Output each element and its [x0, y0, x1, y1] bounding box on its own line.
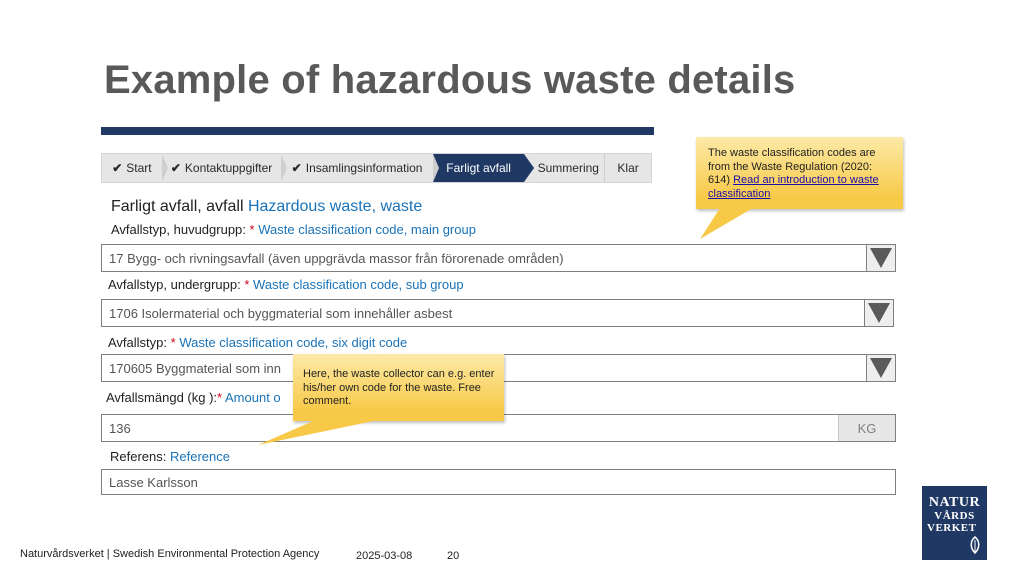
label-english: Reference	[170, 449, 230, 464]
checkmark-icon: ✔	[112, 161, 123, 175]
heading-english: Hazardous waste, waste	[247, 198, 423, 215]
label-swedish: Avfallstyp, undergrupp:	[108, 277, 241, 292]
footer-organization: Naturvårdsverket | Swedish Environmental Protection Agency	[20, 548, 320, 560]
dropdown-toggle[interactable]	[864, 300, 893, 326]
step-insamlingsinformation[interactable]	[281, 154, 432, 182]
progress-stepper	[101, 153, 652, 183]
label-english: Amount o	[225, 390, 281, 405]
step-label: Klar	[617, 161, 639, 175]
step-klar[interactable]	[605, 154, 651, 182]
classification-intro-link[interactable]: Read an introduction to waste classification	[708, 174, 879, 200]
amount-label	[106, 390, 281, 405]
reference-label	[110, 449, 230, 464]
logo-line: VÅRDS	[934, 510, 975, 522]
main-group-dropdown[interactable]	[101, 244, 896, 272]
input-value: 136	[109, 420, 131, 436]
title-rule	[101, 127, 654, 135]
callout-text: Here, the waste collector can e.g. enter his/her own code for the waste. Free comment.	[303, 368, 495, 407]
step-label: Start	[126, 161, 152, 175]
required-marker: *	[217, 390, 223, 405]
label-swedish: Avfallstyp:	[108, 335, 168, 350]
leaf-icon	[968, 536, 982, 554]
main-group-label	[111, 222, 476, 237]
label-english: Waste classification code, main group	[258, 222, 476, 237]
classification-codes-callout	[696, 137, 903, 209]
dropdown-value: 170605 Byggmaterial som inn	[109, 360, 281, 376]
step-kontaktuppgifter[interactable]	[162, 154, 282, 182]
step-start[interactable]	[102, 154, 162, 182]
naturvardsverket-logo	[922, 486, 987, 560]
free-comment-callout	[293, 354, 504, 421]
triangle-down-icon	[870, 248, 892, 268]
dropdown-value: 1706 Isolermaterial och byggmaterial som innehåller asbest	[109, 305, 453, 321]
triangle-down-icon	[868, 303, 890, 323]
logo-line: VERKET	[927, 522, 977, 534]
step-label: Insamlingsinformation	[305, 161, 423, 175]
callout-pointer	[700, 205, 760, 241]
step-label: Farligt avfall	[446, 161, 511, 175]
step-label: Summering	[537, 161, 599, 175]
callout-pointer	[258, 419, 388, 447]
required-marker: *	[170, 335, 176, 350]
form-heading	[111, 198, 422, 216]
slide-title: Example of hazardous waste details	[104, 58, 796, 102]
logo-line: NATUR	[928, 495, 981, 510]
dropdown-toggle[interactable]	[866, 245, 895, 271]
unit-badge: KG	[838, 415, 895, 441]
dropdown-toggle[interactable]	[866, 355, 895, 381]
step-label: Kontaktuppgifter	[184, 161, 273, 175]
callout-text: The waste classification codes are from the Waste Regulation (2020: 614)	[708, 147, 876, 186]
footer-page-number: 20	[447, 550, 460, 562]
checkmark-icon: ✔	[170, 161, 181, 175]
six-digit-label	[108, 335, 407, 350]
step-summering[interactable]	[524, 154, 604, 182]
sub-group-dropdown[interactable]	[101, 299, 894, 327]
input-value: Lasse Karlsson	[109, 474, 198, 490]
triangle-down-icon	[870, 358, 892, 378]
label-swedish: Referens:	[110, 449, 167, 464]
label-english: Waste classification code, sub group	[253, 277, 464, 292]
required-marker: *	[244, 277, 250, 292]
heading-swedish: Farligt avfall, avfall	[111, 198, 244, 215]
label-swedish: Avfallstyp, huvudgrupp:	[111, 222, 246, 237]
reference-input[interactable]	[101, 469, 896, 495]
required-marker: *	[249, 222, 255, 237]
checkmark-icon: ✔	[291, 161, 302, 175]
label-swedish: Avfallsmängd (kg ):	[106, 390, 218, 405]
footer-date: 2025-03-08	[356, 550, 413, 562]
dropdown-value: 17 Bygg- och rivningsavfall (även uppgrävda massor från förorenade områden)	[109, 250, 564, 266]
label-english: Waste classification code, six digit code	[179, 335, 408, 350]
sub-group-label	[108, 277, 464, 292]
step-farligt-avfall[interactable]	[433, 154, 525, 182]
